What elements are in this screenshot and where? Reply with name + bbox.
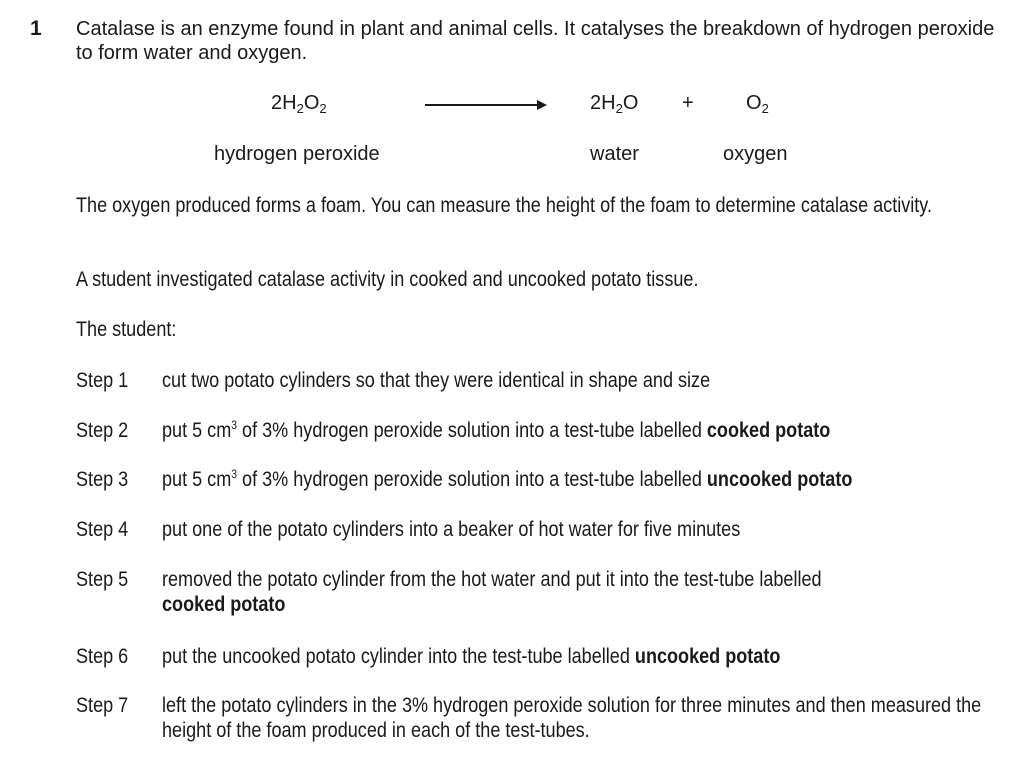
product-water-name: water: [590, 143, 639, 165]
the-student-label: The student:: [76, 318, 177, 341]
bold-label: uncooked potato: [706, 468, 853, 491]
bold-label: cooked potato: [162, 593, 286, 616]
step-text: left the potato cylinders in the 3% hydrogen peroxide solution for three minutes and then measured the height of the foam produced in each of the test-tubes.: [162, 694, 982, 742]
bold-label: uncooked potato: [634, 645, 781, 668]
product-oxygen-name: oxygen: [723, 143, 788, 165]
step-label: Step 7: [76, 694, 129, 717]
investigation-paragraph: A student investigated catalase activity in cooked and uncooked potato tissue.: [76, 268, 699, 291]
step-label: Step 1: [76, 369, 129, 392]
question-intro: Catalase is an enzyme found in plant and animal cells. It catalyses the breakdown of hydrogen peroxide to form water and oxygen.: [76, 18, 995, 64]
step-label: Step 2: [76, 419, 129, 442]
step-text: put the uncooked potato cylinder into the test-tube labelled uncooked potato: [162, 645, 781, 668]
plus-sign: +: [682, 92, 694, 114]
question-number: 1: [30, 17, 42, 40]
foam-paragraph: The oxygen produced forms a foam. You can measure the height of the foam to determine catalase activity.: [76, 194, 933, 217]
step-text: put 5 $cm^3$ of 3% hydrogen peroxide solution into a test-tube labelled cooked potato: [162, 418, 831, 442]
step-label: Step 4: [76, 518, 129, 541]
step-label: Step 3: [76, 468, 129, 491]
step-label: Step 6: [76, 645, 129, 668]
step-label: Step 5: [76, 568, 129, 591]
reactant-formula: $2H_2O_2$: [271, 92, 327, 116]
step-text: cut two potato cylinders so that they were identical in shape and size: [162, 369, 711, 392]
step-text: removed the potato cylinder from the hot water and put it into the test-tube labelled cooked potato: [162, 568, 822, 616]
product-oxygen-formula: $O_2$: [746, 92, 769, 116]
product-water-formula: $2H_2O$: [590, 92, 639, 116]
bold-label: cooked potato: [706, 419, 831, 442]
reaction-arrow-icon: [425, 104, 545, 106]
reactant-name: hydrogen peroxide: [214, 143, 380, 165]
step-text: put 5 $cm^3$ of 3% hydrogen peroxide solution into a test-tube labelled uncooked potato: [162, 467, 853, 491]
step-text: put one of the potato cylinders into a beaker of hot water for five minutes: [162, 518, 741, 541]
